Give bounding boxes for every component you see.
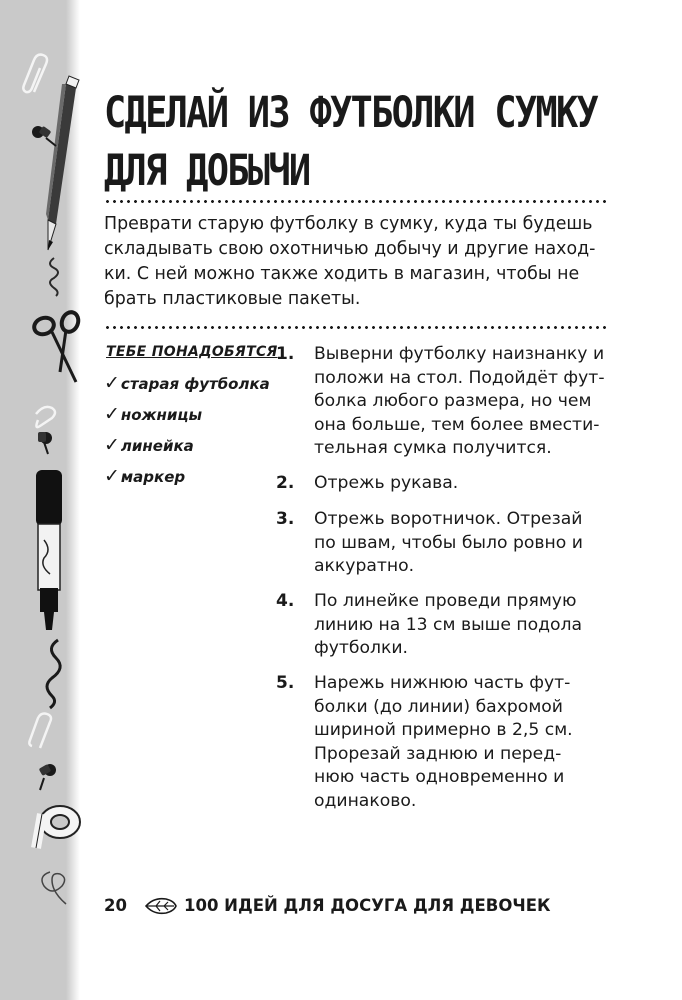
- step-line: шириной примерно в 2,5 см.: [314, 720, 573, 741]
- needs-item-label: маркер: [120, 468, 186, 486]
- check-icon: ✓: [104, 372, 120, 394]
- step-line: болки (до линии) бахромой: [314, 696, 563, 717]
- step-number: 3.: [276, 509, 295, 529]
- page-number: 20: [104, 896, 127, 915]
- intro-line: складывать свою охотничью добычу и другие наход-: [104, 239, 596, 259]
- intro-line: ки. С ней можно также ходить в магазин, чтобы не: [104, 264, 580, 284]
- needs-item: [104, 434, 194, 456]
- dotted-divider: [104, 326, 606, 329]
- needs-item-label: линейка: [120, 437, 194, 455]
- needs-item: [104, 465, 185, 487]
- step-line: По линейке проведи прямую: [314, 591, 577, 611]
- check-icon: ✓: [104, 403, 120, 425]
- step-number: 2.: [276, 473, 295, 493]
- dotted-divider: [104, 200, 606, 203]
- tape-icon: [36, 806, 80, 848]
- step-line: линию на 13 см выше подола: [314, 614, 583, 635]
- step-line: Прорезай заднюю и перед-: [314, 743, 562, 764]
- needs-item-label: старая футболка: [120, 375, 270, 393]
- check-icon: ✓: [104, 465, 120, 487]
- step-line: тельная сумка получится.: [314, 438, 552, 459]
- title-line-2: ДЛЯ ДОБЫЧИ: [104, 146, 310, 196]
- needs-item: [104, 403, 202, 425]
- paperclip-icon: [29, 714, 51, 749]
- needs-item-label: ножницы: [120, 406, 203, 424]
- side-decorations: [0, 0, 90, 1000]
- step-line: футболки.: [314, 638, 408, 659]
- step-text: [314, 672, 573, 814]
- check-icon: ✓: [104, 434, 120, 456]
- paperclip-icon: [36, 407, 55, 427]
- intro-paragraph: [104, 212, 614, 312]
- step-line: Отрежь рукава.: [314, 473, 459, 493]
- step-text: [314, 590, 582, 661]
- page-title: [104, 84, 598, 200]
- needs-heading: ТЕБЕ ПОНАДОБЯТСЯ: [106, 344, 278, 360]
- intro-line: брать пластиковые пакеты.: [104, 289, 361, 309]
- pencil-icon: [46, 76, 79, 250]
- step-line: Нарежь нижнюю часть фут-: [314, 673, 571, 693]
- pushpin-icon: [39, 764, 56, 790]
- step-text: [314, 472, 458, 496]
- step-line: Выверни футболку наизнанку и: [314, 344, 605, 364]
- title-line-1: СДЕЛАЙ ИЗ ФУТБОЛКИ СУМКУ: [104, 88, 598, 138]
- pushpin-icon: [32, 126, 56, 146]
- pushpin-icon: [38, 432, 52, 454]
- paperclip-icon: [23, 55, 47, 93]
- step-line: аккуратно.: [314, 556, 415, 577]
- scissors-icon: [32, 310, 81, 382]
- step-line: нюю часть одновременно и: [314, 767, 565, 788]
- book-title: 100 ИДЕЙ ДЛЯ ДОСУГА ДЛЯ ДЕВОЧЕК: [184, 896, 551, 915]
- step-text: [314, 508, 583, 579]
- intro-line: Преврати старую футболку в сумку, куда ты будешь: [104, 214, 593, 234]
- step-line: положи на стол. Подойдёт фут-: [314, 367, 605, 388]
- step-line: она больше, тем более вмести-: [314, 414, 600, 435]
- needs-item: [104, 372, 270, 394]
- step-line: по швам, чтобы было ровно и: [314, 532, 583, 553]
- step-number: 5.: [276, 673, 295, 693]
- step-text: [314, 343, 605, 461]
- leaf-icon: [144, 896, 178, 916]
- marker-icon: [36, 470, 62, 630]
- step-line: Отрежь воротничок. Отрезай: [314, 509, 583, 529]
- step-number: 4.: [276, 591, 295, 611]
- step-line: болка любого размера, но чем: [314, 391, 592, 412]
- step-number: 1.: [276, 344, 295, 364]
- step-line: одинаково.: [314, 790, 417, 811]
